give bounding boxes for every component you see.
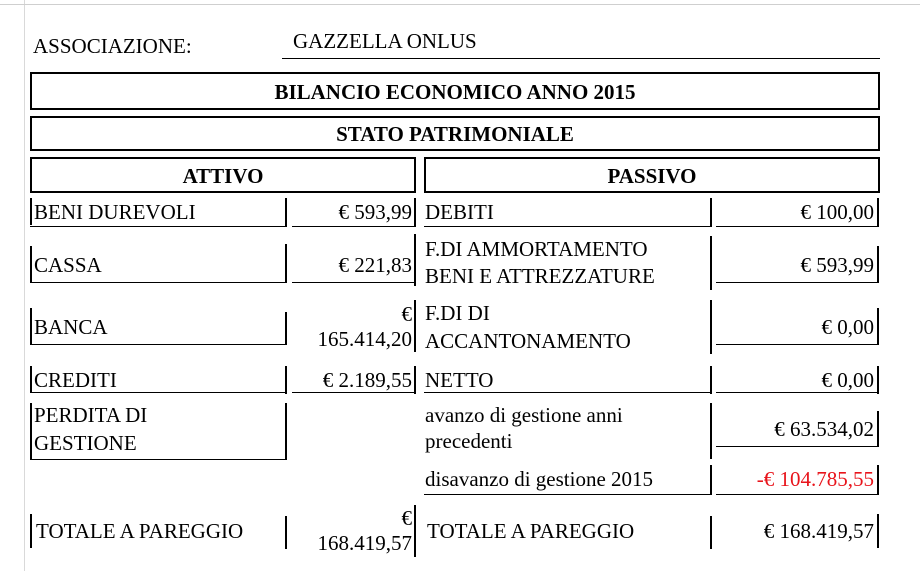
cell-border (30, 308, 32, 344)
cell-border (414, 300, 416, 352)
passivo-label: TOTALE A PAREGGIO (427, 519, 635, 543)
title-box (30, 72, 880, 110)
cell-border (414, 505, 416, 557)
attivo-label: BENI DUREVOLI (34, 200, 196, 224)
passivo-value: € 0,00 (821, 315, 874, 339)
attivo-total-currency: € (401, 506, 412, 530)
cell-underline (30, 344, 286, 345)
cell-underline (716, 494, 879, 495)
passivo-total-value: € 168.419,57 (763, 519, 874, 543)
cell-border (877, 465, 879, 495)
cell-border (710, 465, 712, 495)
passivo-value: € 593,99 (800, 253, 874, 277)
cell-border (30, 366, 32, 392)
attivo-label: TOTALE A PAREGGIO (36, 519, 244, 543)
attivo-value: € 221,83 (338, 253, 412, 277)
cell-border (285, 516, 287, 549)
cell-underline (424, 494, 711, 495)
cell-border (710, 516, 712, 549)
passivo-label: disavanzo di gestione 2015 (425, 467, 654, 491)
cell-underline (716, 344, 879, 345)
attivo-value: € 2.189,55 (322, 368, 412, 392)
attivo-label: CREDITI (34, 368, 117, 392)
passivo-label-line1: avanzo di gestione anni (425, 403, 623, 427)
passivo-value: € 63.534,02 (774, 417, 874, 441)
passivo-label: DEBITI (425, 200, 494, 224)
attivo-value: 165.414,20 (317, 327, 412, 351)
passivo-label-line1: F.DI AMMORTAMENTO (425, 237, 648, 261)
cell-border (710, 403, 712, 459)
attivo-header: ATTIVO (182, 164, 264, 188)
cell-border (710, 236, 712, 290)
attivo-total-value: 168.419,57 (317, 531, 412, 555)
cell-border (285, 312, 287, 345)
cell-border (30, 514, 32, 548)
cell-border (710, 366, 712, 394)
cell-underline (30, 226, 286, 227)
cell-underline (716, 282, 879, 283)
cell-underline (292, 226, 416, 227)
cell-border (710, 198, 712, 227)
report-title: BILANCIO ECONOMICO ANNO 2015 (274, 80, 636, 104)
passivo-label-line1: F.DI DI (425, 301, 490, 325)
passivo-label-line2: BENI E ATTREZZATURE (425, 264, 655, 288)
cell-underline (716, 392, 879, 393)
attivo-label-line1: PERDITA DI (34, 403, 148, 427)
cell-border (877, 514, 879, 548)
cell-border (414, 198, 416, 227)
cell-underline (424, 392, 711, 393)
cell-border (285, 244, 287, 283)
passivo-header: PASSIVO (607, 164, 697, 188)
cell-border (710, 300, 712, 354)
cell-underline (424, 226, 711, 227)
attivo-label-line2: GESTIONE (34, 431, 137, 455)
cell-border (877, 308, 879, 344)
cell-border (285, 403, 287, 460)
cell-border (414, 366, 416, 394)
association-label: ASSOCIAZIONE: (33, 34, 192, 58)
cell-border (414, 234, 416, 286)
cell-border (877, 411, 879, 447)
cell-border (30, 246, 32, 282)
passivo-label: NETTO (425, 368, 494, 392)
cell-underline (716, 226, 879, 227)
cell-underline (292, 282, 416, 283)
page-edge (24, 0, 25, 571)
attivo-value-currency: € (401, 302, 412, 326)
passivo-value: € 100,00 (800, 200, 874, 224)
cell-underline (292, 392, 416, 393)
cell-underline (30, 392, 286, 393)
cell-border (877, 246, 879, 282)
attivo-label: CASSA (34, 253, 102, 277)
cell-underline (30, 282, 286, 283)
attivo-value: € 593,99 (338, 200, 412, 224)
cell-border (285, 198, 287, 227)
passivo-label-line2: precedenti (425, 429, 513, 453)
attivo-label: BANCA (34, 315, 108, 339)
passivo-value: € 0,00 (821, 368, 874, 392)
cell-border (30, 403, 32, 459)
passivo-header-box (424, 157, 880, 193)
subtitle-box (30, 116, 880, 151)
cell-border (877, 366, 879, 394)
report-subtitle: STATO PATRIMONIALE (336, 122, 574, 146)
attivo-header-box (30, 157, 416, 193)
association-name: GAZZELLA ONLUS (293, 29, 477, 53)
passivo-label-line2: ACCANTONAMENTO (425, 329, 631, 353)
association-underline (282, 58, 880, 59)
cell-border (877, 198, 879, 227)
cell-border (30, 198, 32, 225)
cell-border (285, 366, 287, 394)
passivo-value-negative: -€ 104.785,55 (756, 467, 874, 491)
cell-underline (716, 446, 879, 447)
cell-underline (30, 459, 286, 460)
page-top-rule (0, 4, 920, 5)
